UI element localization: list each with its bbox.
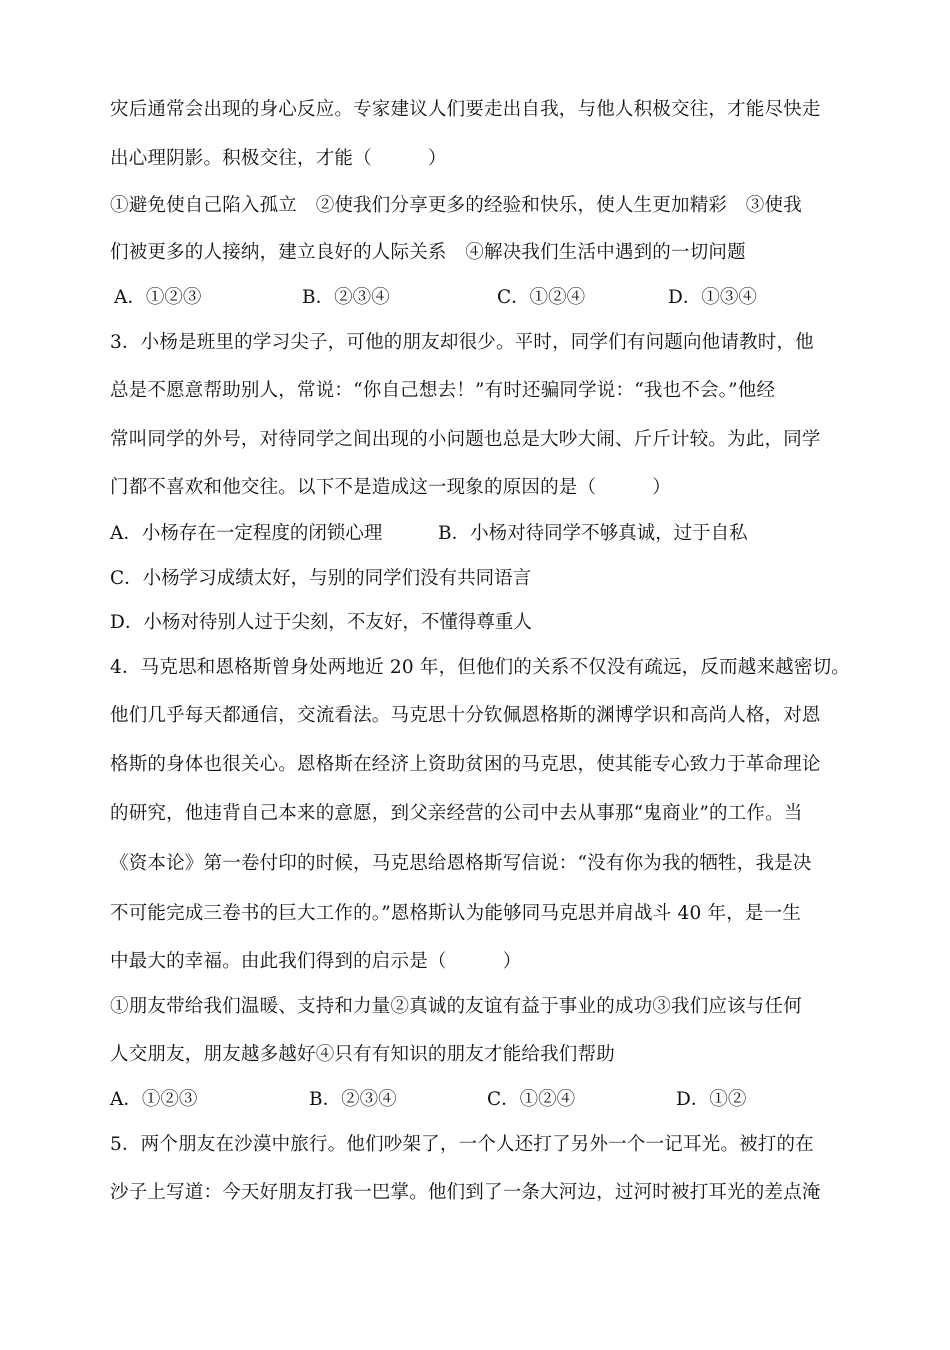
q2-option-a: A．①②③ — [114, 287, 202, 308]
q4-statements-line-1: ①朋友带给我们温暖、支持和力量②真诚的友谊有益于事业的成功③我们应该与任何 — [110, 996, 802, 1017]
q2-option-b: B．②③④ — [302, 287, 390, 308]
q4-option-d: D．①② — [676, 1089, 747, 1110]
q2-option-d: D．①③④ — [668, 287, 757, 308]
q4-statements-line-2: 人交朋友，朋友越多越好④只有有知识的朋友才能给我们帮助 — [110, 1044, 615, 1065]
q2-statements-line-1: ①避免使自己陷入孤立 ②使我们分享更多的经验和快乐，使人生更加精彩 ③使我 — [110, 195, 802, 216]
q3-option-a: A．小杨存在一定程度的闭锁心理 — [110, 523, 383, 544]
q4-stem-line-7: 中最大的幸福。由此我们得到的启示是（ ） — [110, 951, 522, 972]
q2-stem-line-2: 出心理阴影。积极交往，才能（ ） — [110, 148, 447, 169]
q4-stem-line-5: 《资本论》第一卷付印的时候，马克思给恩格斯写信说：“没有你为我的牺牲，我是决 — [110, 853, 812, 874]
q5-stem-line-2: 沙子上写道：今天好朋友打我一巴掌。他们到了一条大河边，过河时被打耳光的差点淹 — [110, 1182, 821, 1203]
q3-stem-line-2: 总是不愿意帮助别人，常说：“你自己想去！”有时还骗同学说：“我也不会。”他经 — [110, 380, 776, 401]
q4-stem-line-4: 的研究，他违背自己本来的意愿，到父亲经营的公司中去从事那“鬼商业”的工作。当 — [110, 803, 803, 824]
q4-stem-line-6: 不可能完成三卷书的巨大工作的。”恩格斯认为能够同马克思并肩战斗 40 年，是一生 — [110, 903, 802, 924]
q4-stem-line-3: 格斯的身体也很关心。恩格斯在经济上资助贫困的马克思，使其能专心致力于革命理论 — [110, 754, 821, 775]
q4-stem-line-1: 4．马克思和恩格斯曾身处两地近 20 年，但他们的关系不仅没有疏远，反而越来越密切。 — [110, 657, 850, 678]
q5-stem-line-1: 5．两个朋友在沙漠中旅行。他们吵架了，一个人还打了另外一个一记耳光。被打的在 — [110, 1134, 814, 1155]
q3-stem-line-3: 常叫同学的外号，对待同学之间出现的小问题也总是大吵大闹、斤斤计较。为此，同学 — [110, 429, 821, 450]
q3-stem-line-4: 门都不喜欢和他交往。以下不是造成这一现象的原因的是（ ） — [110, 477, 672, 498]
q4-option-b: B．②③④ — [309, 1089, 397, 1110]
q3-option-b: B．小杨对待同学不够真诚，过于自私 — [438, 523, 748, 544]
q4-option-a: A．①②③ — [110, 1089, 198, 1110]
q4-option-c: C．①②④ — [487, 1089, 576, 1110]
q3-option-d: D．小杨对待别人过于尖刻，不友好，不懂得尊重人 — [110, 612, 532, 633]
q4-stem-line-2: 他们几乎每天都通信，交流看法。马克思十分钦佩恩格斯的渊博学识和高尚人格，对恩 — [110, 705, 821, 726]
q2-stem-line-1: 灾后通常会出现的身心反应。专家建议人们要走出自我，与他人积极交往，才能尽快走 — [110, 99, 821, 120]
q3-option-c: C．小杨学习成绩太好，与别的同学们没有共同语言 — [110, 568, 532, 589]
q2-statements-line-2: 们被更多的人接纳，建立良好的人际关系 ④解决我们生活中遇到的一切问题 — [110, 242, 746, 263]
q2-option-c: C．①②④ — [497, 287, 586, 308]
q3-stem-line-1: 3．小杨是班里的学习尖子，可他的朋友却很少。平时，同学们有问题向他请教时，他 — [110, 332, 814, 353]
